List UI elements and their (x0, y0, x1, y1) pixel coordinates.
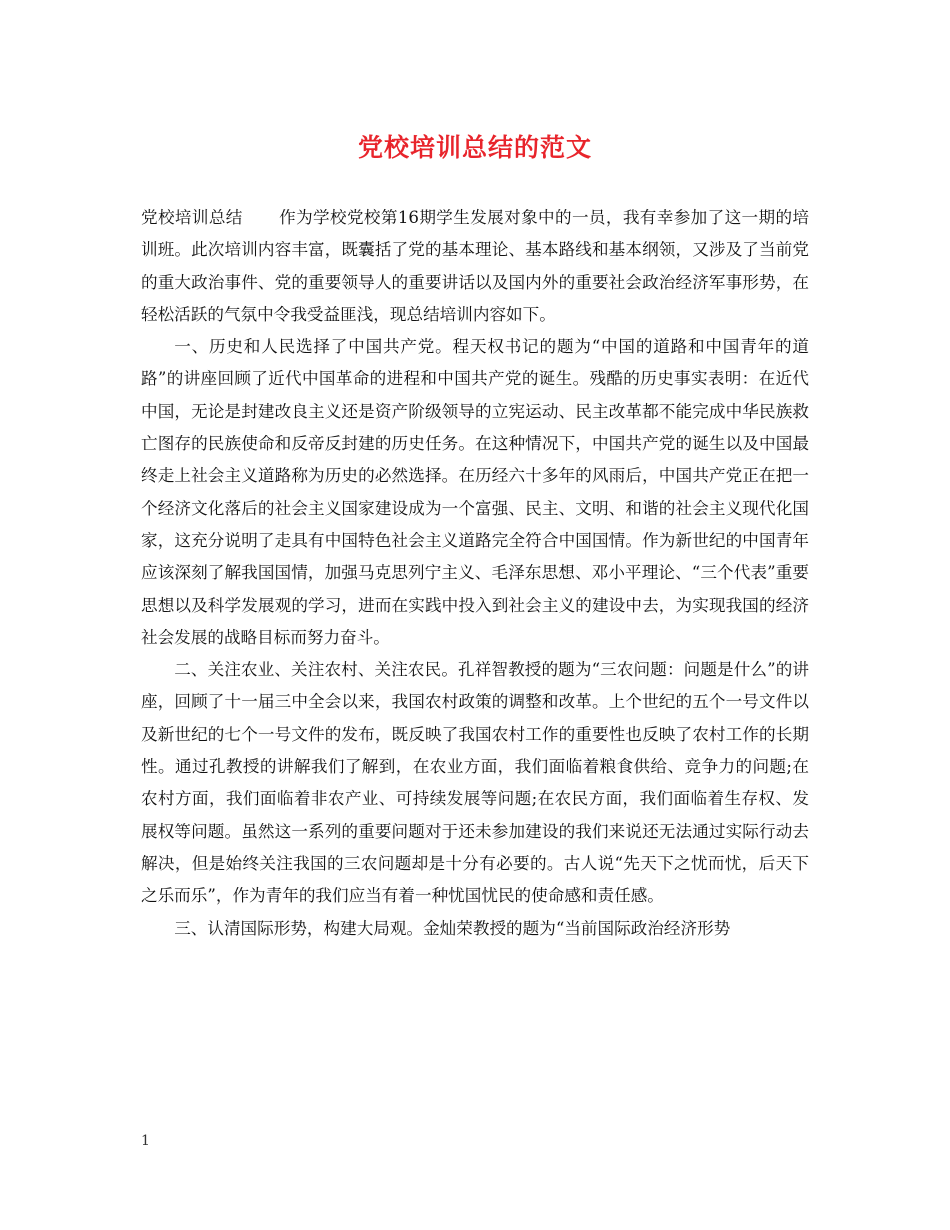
paragraph-intro (141, 202, 809, 331)
document-title: 党校培训总结的范文 (357, 133, 592, 162)
document-body (141, 202, 809, 945)
page-number: 1 (141, 1133, 150, 1149)
paragraph-agriculture: 二、关注农业、关注农村、关注农民。孔祥智教授的题为“三农问题：问题是什么”的讲座，回顾了十一届三中全会以来，我国农村政策的调整和改革。上个世纪的五个一号文件以及新世纪的七个一号文件的发布，既反映了我国农村工作的重要性也反映了农村工作的长期性。通过孔教授的讲解我们了解到，在农业方面，我们面临着粮食供给、竞争力的问题;在农村方面，我们面临着非农产业、可持续发展等问题;在农民方面，我们面临着生存权、发展权等问题。虽然这一系列的重要问题对于还未参加建设的我们来说还无法通过实际行动去解决，但是始终关注我国的三农问题却是十分有必要的。古人说“先天下之忧而忧，后天下之乐而乐”，作为青年的我们应当有着一种忧国忧民的使命感和责任感。 (141, 660, 809, 906)
paragraph-intro-text: 作为学校党校第16期学生发展对象中的一员，我有幸参加了这一期的培训班。此次培训内容丰富，既囊括了党的基本理论、基本路线和基本纲领，又涉及了当前党的重大政治事件、党的重要领导人的重要讲话以及国内外的重要社会政治经济军事形势，在轻松活跃的气氛中令我受益匪浅，现总结培训内容如下。 (141, 208, 810, 324)
paragraph-history: 一、历史和人民选择了中国共产党。程天权书记的题为“中国的道路和中国青年的道路”的讲座回顾了近代中国革命的进程和中国共产党的诞生。残酷的历史事实表明：在近代中国，无论是封建改良主义还是资产阶级领导的立宪运动、民主改革都不能完成中华民族救亡图存的民族使命和反帝反封建的历史任务。在这种情况下，中国共产党的诞生以及中国最终走上社会主义道路称为历史的必然选择。在历经六十多年的风雨后，中国共产党正在把一个经济文化落后的社会主义国家建设成为一个富强、民主、文明、和谐的社会主义现代化国家，这充分说明了走具有中国特色社会主义道路完全符合中国国情。作为新世纪的中国青年应该深刻了解我国国情，加强马克思列宁主义、毛泽东思想、邓小平理论、“三个代表”重要思想以及科学发展观的学习，进而在实践中投入到社会主义的建设中去，为实现我国的经济社会发展的战略目标而努力奋斗。 (141, 337, 809, 647)
paragraph-international: 三、认清国际形势，构建大局观。金灿荣教授的题为“当前国际政治经济形势 (174, 918, 731, 938)
lead-label: 党校培训总结 (141, 208, 243, 227)
